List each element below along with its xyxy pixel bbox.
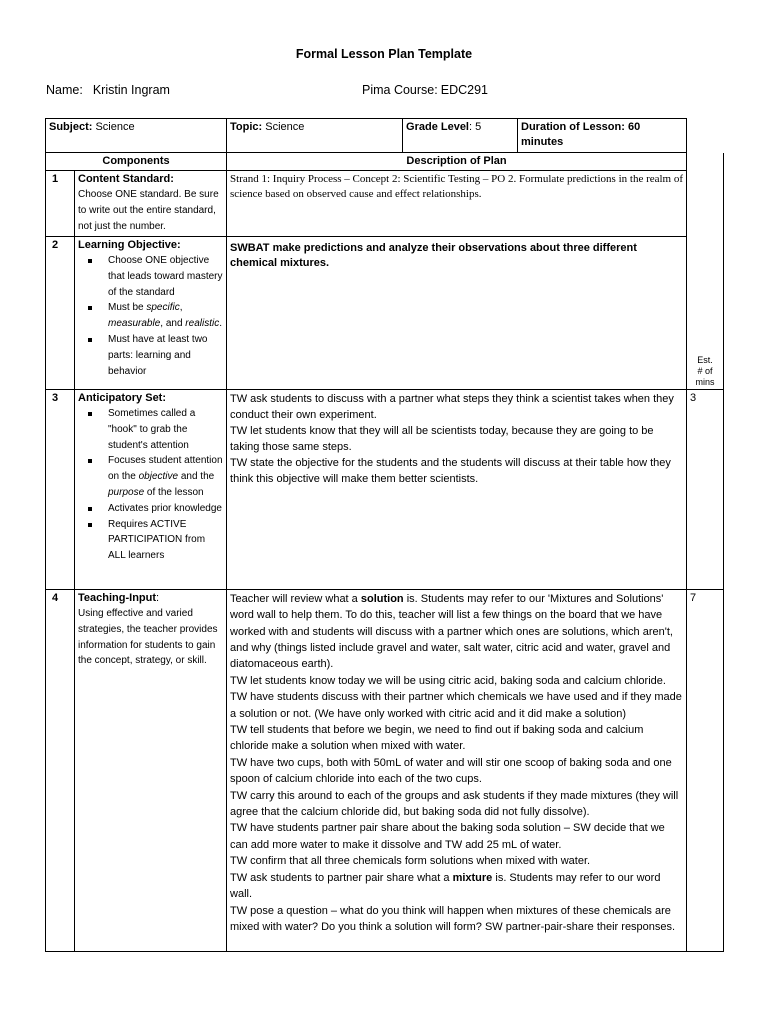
subject-cell: Subject: Science xyxy=(46,119,227,153)
table-row xyxy=(46,171,724,237)
component-heading: Teaching-Input: xyxy=(78,591,160,604)
row-number: 4 xyxy=(46,589,75,951)
table-row xyxy=(46,389,724,589)
description-paragraph: TW confirm that all three chemicals form solutions when mixed with water. xyxy=(230,855,591,868)
list-item: Must have at least two parts: learning and behavior xyxy=(108,332,223,379)
description-cell: Strand 1: Inquiry Process – Concept 2: Scientific Testing – PO 2. Formulate predictions in the realm of science based on observed cause and effect relationships. xyxy=(227,171,687,237)
grade-cell: Grade Level: 5 xyxy=(403,119,518,153)
description-cell xyxy=(227,589,687,951)
name-value: Kristin Ingram xyxy=(92,83,170,97)
header-row xyxy=(46,119,724,153)
components-heading: Components xyxy=(46,153,227,171)
name-label: Name: xyxy=(46,83,83,97)
description-cell: SWBAT make predictions and analyze their observations about three different chemical mixtures. xyxy=(227,236,687,389)
description-paragraph: TW state the objective for the students and the students will discuss at their table how they think this objective will make them better scientists. xyxy=(230,456,671,485)
course-label: Pima Course: xyxy=(362,83,438,97)
description-paragraph: TW pose a question – what do you think will happen when mixtures of these chemicals are mixed with water? Do you think a solution will form? SW partner-pair-share their responses. xyxy=(230,904,676,933)
description-paragraph: TW let students know that they will all be scientists today, because they are going to be taking those same steps. xyxy=(230,424,654,453)
component-heading: Content Standard: xyxy=(78,173,174,186)
list-item: Requires ACTIVE PARTICIPATION from ALL learners xyxy=(108,517,223,564)
component-cell xyxy=(75,236,227,389)
component-bullets xyxy=(78,253,223,379)
description-paragraph: TW have students discuss with their partner which chemicals we have used and if they made a solution or not. (We have only worked with citric acid and it did make a solution) xyxy=(230,691,682,720)
description-paragraph: TW let students know today we will be using citric acid, baking soda and calcium chloride. xyxy=(230,674,666,687)
list-item: Must be specific, measurable, and realistic. xyxy=(108,300,223,332)
component-heading: Learning Objective: xyxy=(78,238,181,251)
est-mins-heading: Est. # of mins xyxy=(687,236,724,389)
duration-cell: Duration of Lesson: 60 minutes xyxy=(518,119,687,153)
topic-cell: Topic: Science xyxy=(227,119,403,153)
component-cell xyxy=(75,589,227,951)
row-number: 1 xyxy=(46,171,75,237)
table-row xyxy=(46,236,724,389)
column-header-row xyxy=(46,153,724,171)
lesson-plan-table xyxy=(45,118,724,952)
row-number: 3 xyxy=(46,389,75,589)
est-minutes: 7 xyxy=(687,589,724,951)
list-item: Focuses student attention on the objective and the purpose of the lesson xyxy=(108,453,223,500)
description-heading: Description of Plan xyxy=(227,153,687,171)
row-number: 2 xyxy=(46,236,75,389)
description-paragraph: TW have students partner pair share about the baking soda solution – SW decide that we can add more water to make it dissolve and TW add 25 mL of water. xyxy=(230,822,665,851)
component-bullets xyxy=(78,406,223,564)
component-subtext: Using effective and varied strategies, the teacher provides information for students to gain the concept, strategy, or skill. xyxy=(78,608,218,667)
table-row xyxy=(46,589,724,951)
component-cell xyxy=(75,171,227,237)
component-subtext: Choose ONE standard. Be sure to write out the entire standard, not just the number. xyxy=(78,189,219,232)
course-line xyxy=(362,83,488,97)
description-paragraph: TW ask students to partner pair share what a mixture is. Students may refer to our word wall. xyxy=(230,871,661,901)
name-line xyxy=(46,83,170,97)
description-paragraph: TW carry this around to each of the groups and ask students if they made mixtures (they will agree that the calcium chloride did, but baking soda did not fully dissolve). xyxy=(230,789,679,819)
description-paragraph: TW have two cups, both with 50mL of water and will stir one scoop of baking soda and one spoon of calcium chloride into each of the two cups. xyxy=(230,756,672,786)
description-paragraph: TW tell students that before we begin, we need to find out if baking soda and calcium chloride make a solution when mixed with water. xyxy=(230,724,644,753)
est-minutes: 3 xyxy=(687,389,724,589)
list-item: Choose ONE objective that leads toward mastery of the standard xyxy=(108,253,223,300)
list-item: Sometimes called a "hook" to grab the student's attention xyxy=(108,406,223,453)
course-value: EDC291 xyxy=(440,83,488,97)
component-heading: Anticipatory Set: xyxy=(78,391,167,404)
document-title: Formal Lesson Plan Template xyxy=(295,47,473,61)
list-item: Activates prior knowledge xyxy=(108,501,223,517)
description-paragraph: Teacher will review what a solution is. Students may refer to our 'Mixtures and Solutions' word wall to help them. To do this, teacher will list a few things on the board that we have worked with and students will discuss with a partner which ones are solutions, which aren't, and why (things listed include gravel and water, salt water, citric acid and water, gravel and diatomaceous earth). xyxy=(230,592,673,671)
component-cell xyxy=(75,389,227,589)
description-cell xyxy=(227,389,687,589)
description-paragraph: TW ask students to discuss with a partner what steps they think a scientist takes when they conduct their own experiment. xyxy=(230,392,674,421)
